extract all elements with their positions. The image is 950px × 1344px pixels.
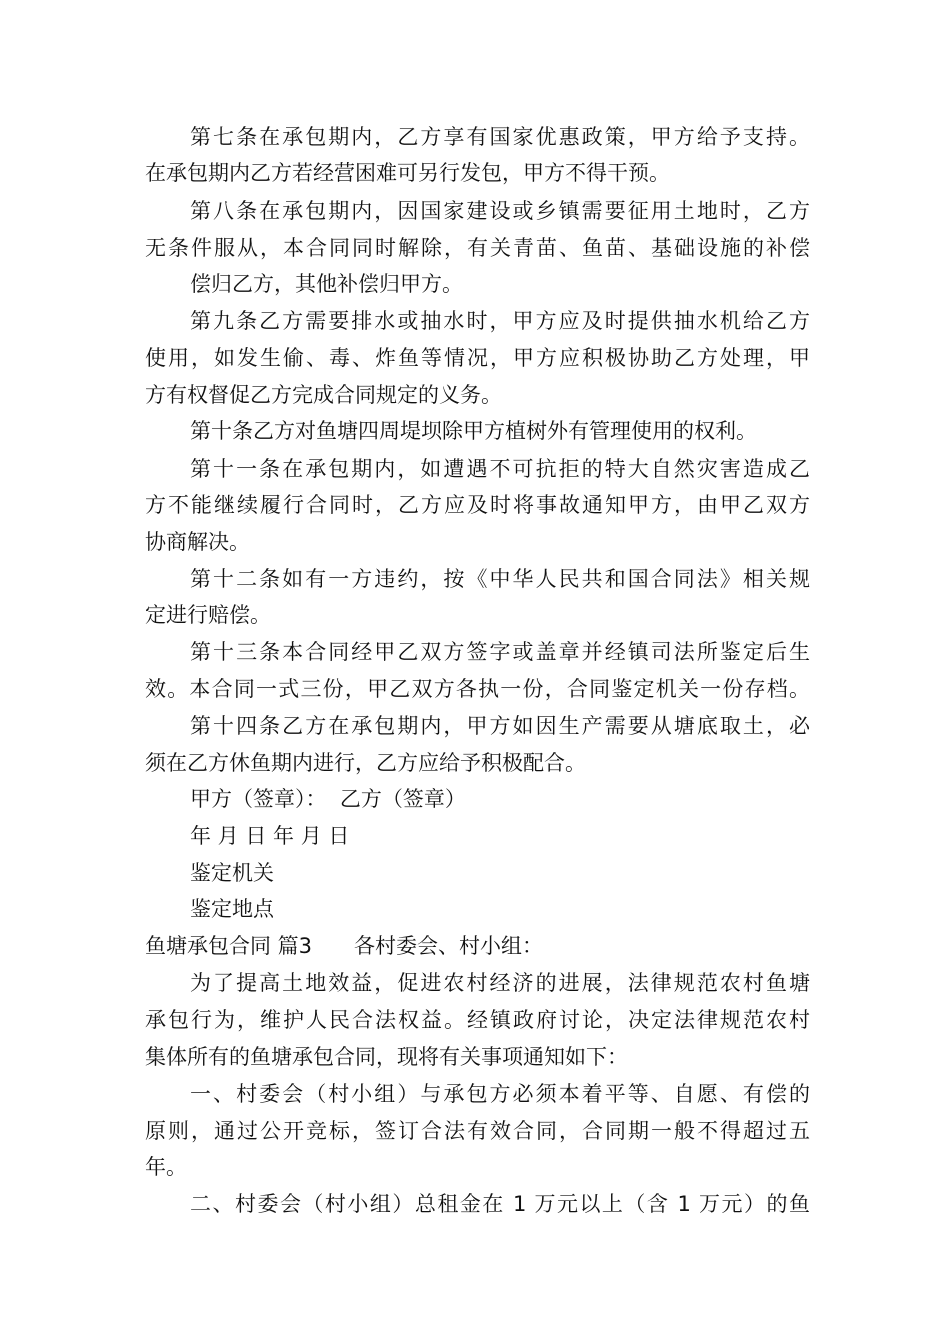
text-line: 鉴定地点 [190,897,274,921]
text-line: 偿归乙方，其他补偿归甲方。 [190,272,463,296]
text-line: 一、村委会（村小组）与承包方必须本着平等、自愿、有偿的 [190,1082,810,1106]
text-line: 无条件服从，本合同同时解除，有关青苗、鱼苗、基础设施的补偿 [145,236,810,260]
text-line: 第十二条如有一方违约，按《中华人民共和国合同法》相关规 [190,567,810,591]
text-line: 在承包期内乙方若经营困难可另行发包，甲方不得干预。 [145,161,670,185]
text-line: 第十三条本合同经甲乙双方签字或盖章并经镇司法所鉴定后生 [190,640,810,664]
text-line: 鉴定机关 [190,861,274,885]
text-line: 第十条乙方对鱼塘四周堤坝除甲方植树外有管理使用的权利。 [190,419,757,443]
text-line: 协商解决。 [145,530,250,554]
text-line: 集体所有的鱼塘承包合同，现将有关事项通知如下： [145,1045,628,1069]
text-line: 须在乙方休鱼期内进行，乙方应给予积极配合。 [145,751,586,775]
text-line: 为了提高土地效益，促进农村经济的进展，法律规范农村鱼塘 [190,971,810,995]
text-line: 第十一条在承包期内，如遭遇不可抗拒的特大自然灾害造成乙 [190,457,810,481]
text-line: 第九条乙方需要排水或抽水时，甲方应及时提供抽水机给乙方 [190,309,810,333]
text-line: 使用，如发生偷、毒、炸鱼等情况，甲方应积极协助乙方处理，甲 [145,346,810,370]
text-line: 第七条在承包期内，乙方享有国家优惠政策，甲方给予支持。 [190,125,810,149]
text-line: 定进行赔偿。 [145,603,271,627]
text-line: 承包行为，维护人民合法权益。经镇政府讨论，决定法律规范农村 [145,1008,810,1032]
text-line: 方不能继续履行合同时，乙方应及时将事故通知甲方，由甲乙双方 [145,493,810,517]
text-line: 方有权督促乙方完成合同规定的义务。 [145,383,502,407]
text-line: 第十四条乙方在承包期内，甲方如因生产需要从塘底取土，必 [190,714,810,738]
text-line: 原则，通过公开竞标，签订合法有效合同，合同期一般不得超过五 [145,1119,810,1143]
date-line: 年 月 日 年 月 日 [190,824,350,848]
signature-line: 甲方（签章）： 乙方（签章） [190,787,466,811]
section-address: 各村委会、村小组： [354,934,544,958]
text-line: 第八条在承包期内，因国家建设或乡镇需要征用土地时，乙方 [190,199,810,223]
text-line: 年。 [145,1155,187,1179]
text-line: 效。本合同一式三份，甲乙双方各执一份，合同鉴定机关一份存档。 [145,677,810,701]
section-heading [145,928,810,964]
text-line: 二、村委会（村小组）总租金在 1 万元以上（含 1 万元）的鱼 [190,1192,810,1216]
section-title: 鱼塘承包合同 篇3 [145,934,313,958]
